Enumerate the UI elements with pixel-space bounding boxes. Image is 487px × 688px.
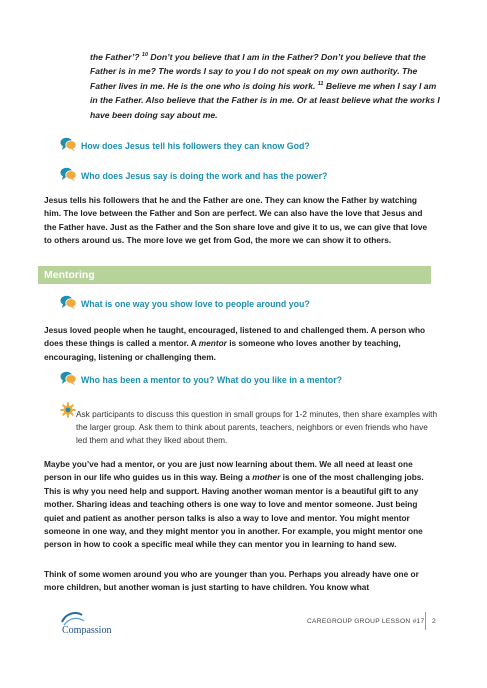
discussion-question-2: Who does Jesus say is doing the work and has the power? — [60, 166, 327, 182]
speech-bubbles-icon — [60, 295, 77, 310]
body-paragraph-3: Maybe you’ve had a mentor, or you are just now learning about them. We all need at least one person in our life who guides us in this way. Being a mother is one of the most challenging jobs. This is why you need help and support. Having another woman mentor is a beautiful gift to any mother. Sharing ideas and teaching others is one way to love and mentor someone. Just being quiet and patient as another person talks is also a way to love and mentor. You might mentor someone in one way, and they might mentor you in another. For example, you might mentor one person in how to cook a specific meal while they can mentor you in learning to hand sew. — [44, 459, 424, 550]
footer-divider — [425, 612, 426, 630]
compassion-logo — [58, 609, 128, 635]
section-title: Mentoring — [44, 269, 95, 281]
speech-bubbles-icon — [60, 167, 77, 182]
speech-bubbles-icon — [60, 137, 77, 152]
discussion-question-3: What is one way you show love to people around you? — [60, 294, 310, 310]
discussion-question-1: How does Jesus tell his followers they can know God? — [60, 136, 310, 152]
activity-instructions: Ask participants to discuss this question in small groups for 1-2 minutes, then share examples with the larger group. Ask them to think about parents, teachers, neighbors or even friends who have led them and what they liked about them. — [76, 409, 438, 446]
scripture-quote: the Father’? $^{10}$ Don’t you believe that I am in the Father? Don’t you believe that the Father is in me? The words I say to you I do not speak on my own authority. The Father lives in me. He is the one who is doing his work. $^{11}$ Believe me when I say I am in the Father. Also believe that the Father is in me. Or at least believe what the works I have been doing say about me. — [90, 52, 440, 120]
speech-bubbles-icon — [60, 371, 77, 386]
svg-text:Compassion: Compassion — [62, 625, 112, 635]
body-paragraph-2: Jesus loved people when he taught, encouraged, listened to and challenged them. A person who does these things is called a mentor. A mentor is someone who loves another by teaching, encouraging, listening or challenging them. — [44, 325, 426, 362]
footer-lesson-label: CAREGROUP GROUP LESSON #17 — [307, 618, 425, 625]
gear-activity-icon — [60, 402, 76, 418]
discussion-question-4: Who has been a mentor to you? What do you like in a mentor? — [60, 370, 342, 386]
page-number: 2 — [432, 618, 436, 625]
body-paragraph-1: Jesus tells his followers that he and the Father are one. They can know the Father by watching him. The love between the Father and Son are perfect. We can also have the love that Jesus and the Father have. Just as the Father and the Son share love and give it to us, we can give that love to others around us. The more love we get from God, the more we can show it to others. — [44, 195, 428, 246]
section-header-bar — [38, 266, 431, 284]
body-paragraph-4: Think of some women around you who are younger than you. Perhaps you already have one or more children, but another woman is just starting to have children. You know what — [44, 569, 419, 593]
